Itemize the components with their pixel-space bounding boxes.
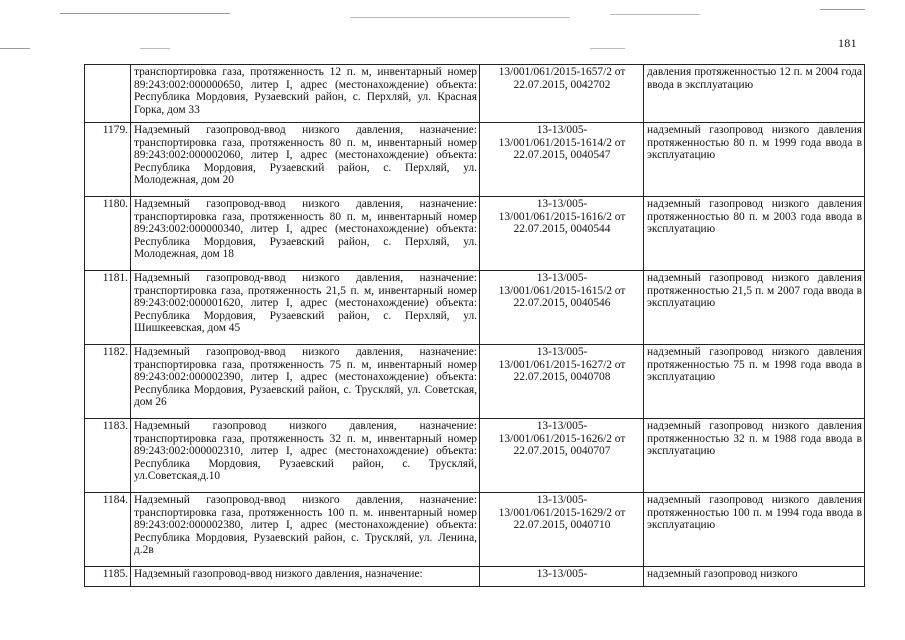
- registration-text: 13/001/061/2015-1657/2 от 22.07.2015, 0042702: [498, 66, 626, 91]
- scan-artifact-line: [60, 13, 230, 14]
- row-number: 1185.: [85, 567, 131, 587]
- scan-artifact-line: [350, 17, 570, 18]
- object-note: надземный газопровод низкого: [644, 567, 865, 587]
- page-number: 181: [838, 36, 857, 50]
- table-row: [85, 197, 865, 271]
- scan-artifact-line: [610, 14, 700, 15]
- table-row: [85, 345, 865, 419]
- scan-artifact-line: [590, 48, 625, 49]
- table-row: [85, 567, 865, 587]
- registration-record: [480, 419, 644, 493]
- object-note: надземный газопровод низкого давления протяженностью 80 п. м 1999 года ввода в эксплуатацию: [644, 123, 865, 197]
- registration-record: [480, 567, 644, 587]
- registration-text: 13-13/005- 13/001/061/2015-1626/2 от 22.07.2015, 0040707: [498, 420, 626, 458]
- registration-record: [480, 271, 644, 345]
- scan-artifact-line: [0, 48, 30, 49]
- object-note: надземный газопровод низкого давления протяженностью 75 п. м 1998 года ввода в эксплуатацию: [644, 345, 865, 419]
- registration-record: [480, 493, 644, 567]
- registration-text: 13-13/005- 13/001/061/2015-1616/2 от 22.07.2015, 0040544: [498, 198, 626, 236]
- row-number: 1183.: [85, 419, 131, 493]
- object-description: Надземный газопровод-ввод низкого давления, назначение: транспортировка газа, протяженность 100 п. м. инвентарный номер 89:243:002:000002380, литер I, адрес (местонахождение) объекта: Республика Мордовия, Рузаевский район, с. Трускляй, ул. Ленина, д.2в: [131, 493, 480, 567]
- registration-text: 13-13/005-: [536, 568, 588, 580]
- row-number: 1180.: [85, 197, 131, 271]
- registration-record: [480, 65, 644, 123]
- scan-artifact-line: [140, 48, 170, 49]
- registration-record: [480, 123, 644, 197]
- table-row: [85, 65, 865, 123]
- registration-text: 13-13/005- 13/001/061/2015-1614/2 от 22.07.2015, 0040547: [498, 124, 626, 162]
- table-row: [85, 123, 865, 197]
- object-description: Надземный газопровод низкого давления, назначение: транспортировка газа, протяженность 32 п. м, инвентарный номер 89:243:002:000002310, литер I, адрес (местонахождение) объекта: Республика Мордовия, Рузаевский район, с. Трускляй, ул.Советская,д.10: [131, 419, 480, 493]
- object-note: давления протяженностью 12 п. м 2004 года ввода в эксплуатацию: [644, 65, 865, 123]
- object-note: надземный газопровод низкого давления протяженностью 32 п. м 1988 года ввода в эксплуатацию: [644, 419, 865, 493]
- object-note: надземный газопровод низкого давления протяженностью 80 п. м 2003 года ввода в эксплуатацию: [644, 197, 865, 271]
- table-row: [85, 419, 865, 493]
- registration-text: 13-13/005- 13/001/061/2015-1627/2 от 22.07.2015, 0040708: [498, 346, 626, 384]
- object-note: надземный газопровод низкого давления протяженностью 100 п. м 1994 года ввода в эксплуатацию: [644, 493, 865, 567]
- object-description: Надземный газопровод-ввод низкого давления, назначение: транспортировка газа, протяженность 21,5 п. м, инвентарный номер 89:243:002:000001620, литер I, адрес (местонахождение) объекта: Республика Мордовия, Рузаевский район, с. Перхляй, ул. Шишкеевская, дом 45: [131, 271, 480, 345]
- object-description: Надземный газопровод-ввод низкого давления, назначение: транспортировка газа, протяженность 80 п. м, инвентарный номер 89:243:002:000002060, литер I, адрес (местонахождение) объекта: Республика Мордовия, Рузаевский район, с. Перхляй, ул. Молодежная, дом 20: [131, 123, 480, 197]
- registration-record: [480, 345, 644, 419]
- row-number: 1179.: [85, 123, 131, 197]
- registration-text: 13-13/005- 13/001/061/2015-1629/2 от 22.07.2015, 0040710: [498, 494, 626, 532]
- registration-record: [480, 197, 644, 271]
- registration-text: 13-13/005- 13/001/061/2015-1615/2 от 22.07.2015, 0040546: [498, 272, 626, 310]
- object-description: Надземный газопровод-ввод низкого давления, назначение: транспортировка газа, протяженность 75 п. м, инвентарный номер 89:243:002:000002390, литер I, адрес (местонахождение) объекта: Республика Мордовия, Рузаевский район, с. Трускляй, ул. Советская, дом 26: [131, 345, 480, 419]
- row-number: 1184.: [85, 493, 131, 567]
- table-row: [85, 493, 865, 567]
- table-row: [85, 271, 865, 345]
- row-number: 1182.: [85, 345, 131, 419]
- object-description: Надземный газопровод-ввод низкого давления, назначение:: [131, 567, 480, 587]
- scan-artifact-line: [820, 9, 865, 10]
- object-note: надземный газопровод низкого давления протяженностью 21,5 п. м 2007 года ввода в эксплуатацию: [644, 271, 865, 345]
- registry-table: [84, 64, 865, 587]
- row-number: 1181.: [85, 271, 131, 345]
- row-number: [85, 65, 131, 123]
- object-description: Надземный газопровод-ввод низкого давления, назначение: транспортировка газа, протяженность 80 п. м, инвентарный номер 89:243:002:000000340, литер I, адрес (местонахождение) объекта: Республика Мордовия, Рузаевский район, с. Перхляй, ул. Молодежная, дом 18: [131, 197, 480, 271]
- object-description: транспортировка газа, протяженность 12 п. м, инвентарный номер 89:243:002:000000650, литер I, адрес (местонахождение) объекта: Республика Мордовия, Рузаевский район, с. Перхляй, ул. Красная Горка, дом 33: [131, 65, 480, 123]
